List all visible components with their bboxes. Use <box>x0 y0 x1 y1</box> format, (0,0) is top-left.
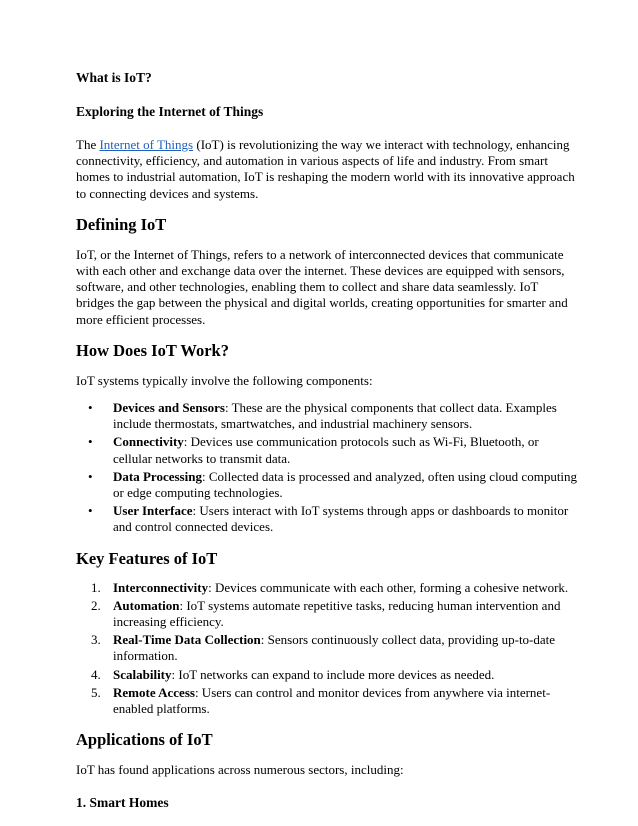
bullet-marker: • <box>88 503 93 519</box>
bullet-marker: • <box>88 468 93 484</box>
item-term: Data Processing <box>113 468 202 484</box>
list-number: 2. <box>91 597 101 613</box>
components-list <box>76 400 578 536</box>
item-text: : Users can control and monitor devices from anywhere via internet-enabled platforms. <box>113 684 551 717</box>
defining-paragraph: IoT, or the Internet of Things, refers to a network of interconnected devices that communicate with each other and exchange data over the internet. These devices are equipped with sensors, software, and other technologies, enabling them to collect and share data seamlessly. IoT bridges the gap between the physical and digital worlds, creating opportunities for smarter and more efficient processes. <box>76 246 568 327</box>
how-intro: IoT systems typically involve the following components: <box>76 372 373 388</box>
list-item <box>76 580 578 596</box>
item-term: Automation <box>113 597 180 613</box>
list-item <box>76 598 578 630</box>
subheading-smart-homes: 1. Smart Homes <box>76 795 169 811</box>
list-item <box>76 503 578 535</box>
item-term: Connectivity <box>113 434 184 450</box>
intro-text: (IoT) is revolutionizing the way we interact with technology, enhancing connectivity, efficiency, and automation in various aspects of life and industry. From smart homes to industrial automation, IoT is reshaping the modern world with its innovative approach to connecting devices and systems. <box>76 137 575 201</box>
item-term: Remote Access <box>113 684 195 700</box>
item-term: Devices and Sensors <box>113 400 225 416</box>
list-item <box>76 469 578 501</box>
doc-title: What is IoT? <box>76 70 152 85</box>
list-number: 1. <box>91 579 101 595</box>
heading-features: Key Features of IoT <box>76 548 218 568</box>
list-item <box>76 400 578 432</box>
list-number: 5. <box>91 684 101 700</box>
heading-defining: Defining IoT <box>76 214 167 234</box>
list-number: 4. <box>91 666 101 682</box>
heading-applications: Applications of IoT <box>76 730 213 750</box>
list-number: 3. <box>91 632 101 648</box>
intro-prefix: The <box>76 137 100 152</box>
iot-link[interactable]: Internet of Things <box>99 137 194 152</box>
item-term: User Interface <box>113 503 193 519</box>
item-text: : IoT networks can expand to include more devices as needed. <box>171 666 495 682</box>
item-text: : Devices communicate with each other, forming a cohesive network. <box>208 579 569 595</box>
applications-intro: IoT has found applications across numerous sectors, including: <box>76 762 404 778</box>
heading-how: How Does IoT Work? <box>76 340 229 360</box>
item-text: : Users interact with IoT systems through apps or dashboards to monitor and control connected devices. <box>113 503 569 535</box>
item-term: Interconnectivity <box>113 579 209 595</box>
list-item <box>76 434 578 466</box>
item-text: : Devices use communication protocols such as Wi-Fi, Bluetooth, or cellular networks to transmit data. <box>113 434 539 466</box>
intro-paragraph <box>76 137 578 202</box>
bullet-marker: • <box>88 400 93 416</box>
item-text: : IoT systems automate repetitive tasks, reducing human intervention and increasing efficiency. <box>113 597 561 630</box>
bullet-marker: • <box>88 434 93 450</box>
list-item <box>76 632 578 664</box>
list-item <box>76 685 578 717</box>
item-text: : These are the physical components that collect data. Examples include thermostats, smartwatches, and industrial machinery sensors. <box>113 400 557 432</box>
features-list <box>76 580 578 718</box>
item-text: : Collected data is processed and analyzed, often using cloud computing or edge computing technologies. <box>113 468 578 501</box>
item-term: Real-Time Data Collection <box>113 632 261 648</box>
doc-subtitle: Exploring the Internet of Things <box>76 104 264 119</box>
item-text: : Sensors continuously collect data, providing up-to-date information. <box>113 632 556 664</box>
list-item <box>76 667 578 683</box>
item-term: Scalability <box>113 666 172 682</box>
